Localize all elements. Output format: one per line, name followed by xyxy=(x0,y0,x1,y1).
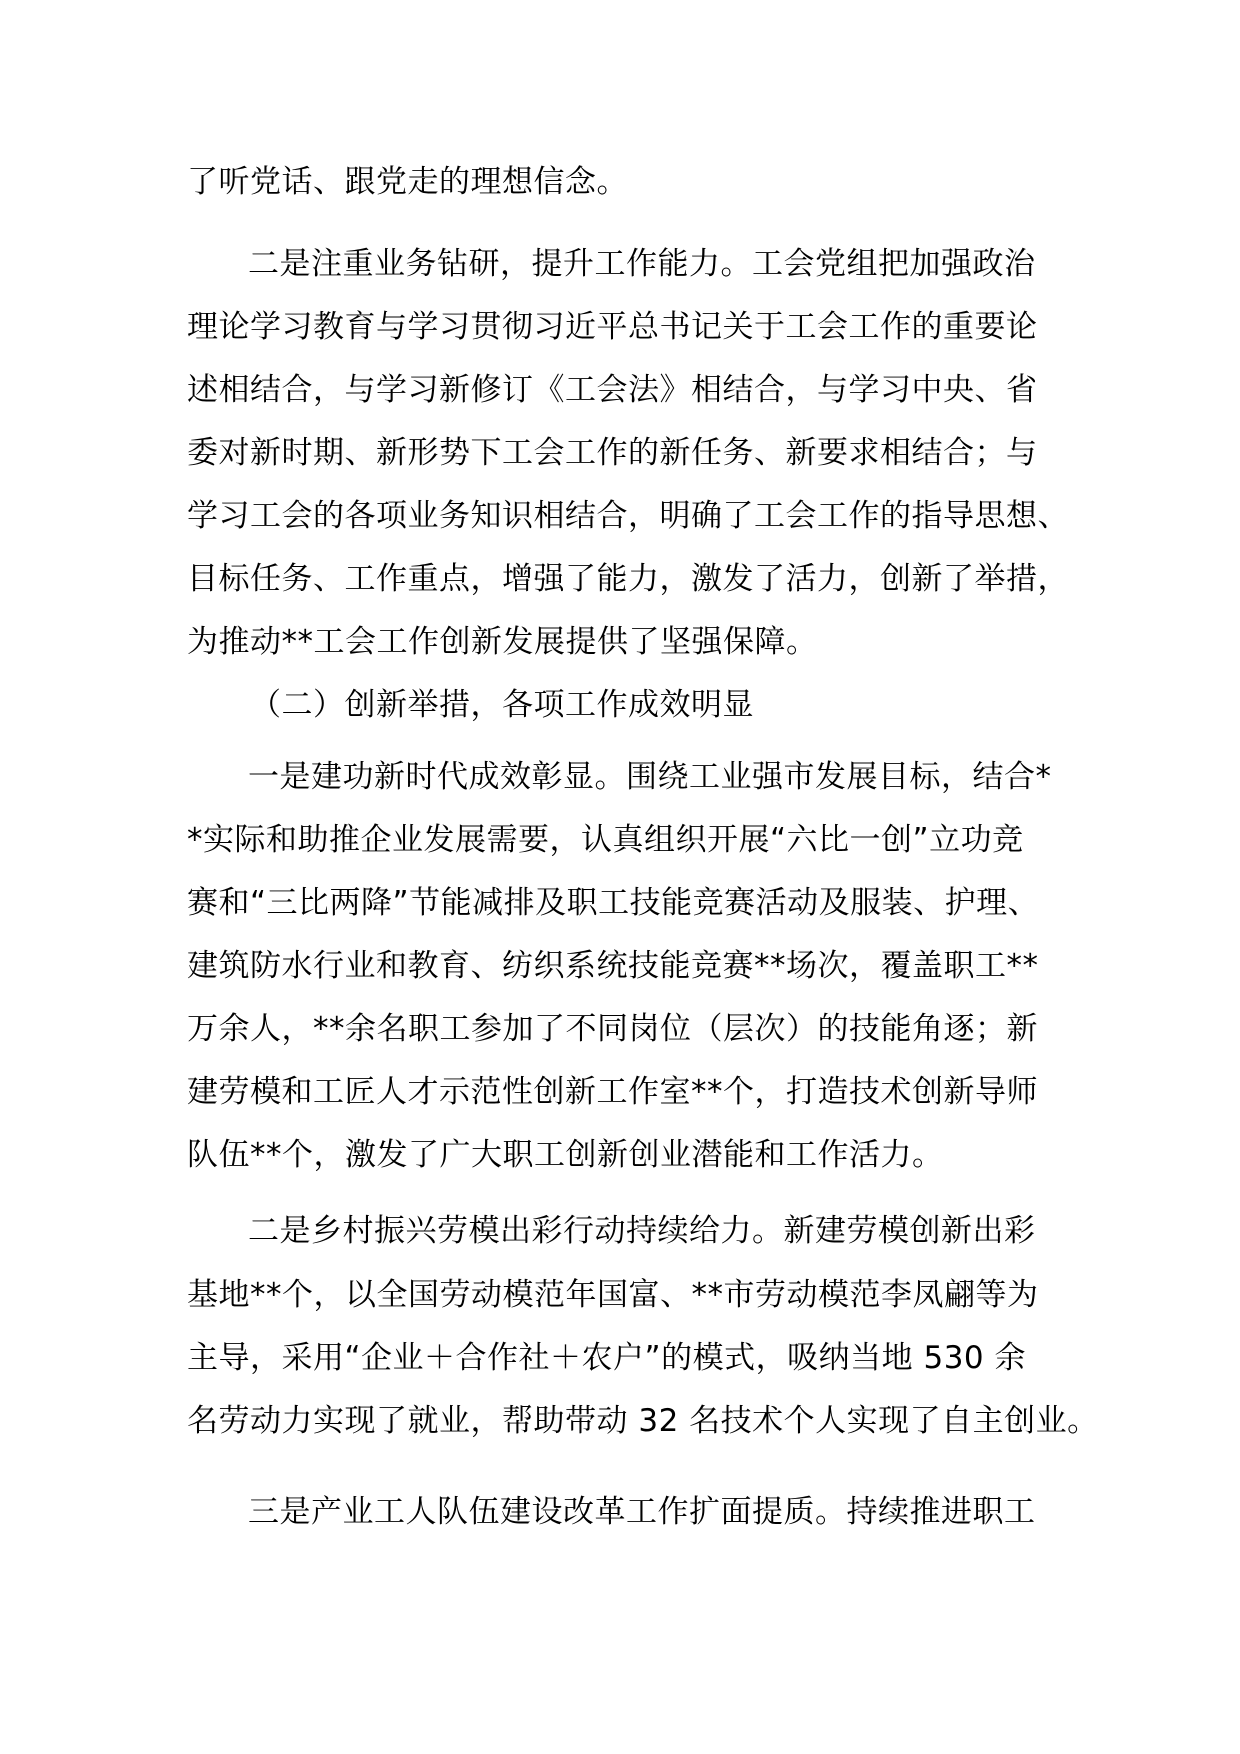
text-line: 述相结合，与学习新修订《工会法》相结合，与学习中央、省 xyxy=(187,372,1038,408)
text-line: 理论学习教育与学习贯彻习近平总书记关于工会工作的重要论 xyxy=(187,309,1038,345)
section-heading: （二）创新举措，各项工作成效明显 xyxy=(250,687,754,723)
paragraph-first-line: 二是注重业务钻研，提升工作能力。工会党组把加强政治 xyxy=(248,246,1036,282)
text-line: 目标任务、工作重点，增强了能力，激发了活力，创新了举措， xyxy=(187,561,1069,597)
text-line: 学习工会的各项业务知识相结合，明确了工会工作的指导思想、 xyxy=(187,498,1069,534)
text-line: *实际和助推企业发展需要，认真组织开展“六比一创”立功竞 xyxy=(187,822,1024,858)
paragraph-first-line: 二是乡村振兴劳模出彩行动持续给力。新建劳模创新出彩 xyxy=(248,1213,1036,1249)
text-line: 基地**个，以全国劳动模范年国富、**市劳动模范李凤翩等为 xyxy=(187,1277,1039,1313)
text-line: 委对新时期、新形势下工会工作的新任务、新要求相结合；与 xyxy=(187,435,1038,471)
text-line: 了听党话、跟党走的理想信念。 xyxy=(187,164,628,200)
text-line: 队伍**个，激发了广大职工创新创业潜能和工作活力。 xyxy=(187,1137,944,1173)
text-line: 建筑防水行业和教育、纺织系统技能竞赛**场次，覆盖职工** xyxy=(187,948,1039,984)
text-line: 主导，采用“企业＋合作社＋农户”的模式，吸纳当地 530 余 xyxy=(187,1340,1026,1376)
text-line: 赛和“三比两降”节能减排及职工技能竞赛活动及服装、护理、 xyxy=(187,885,1040,921)
text-line: 万余人，**余名职工参加了不同岗位（层次）的技能角逐；新 xyxy=(187,1011,1038,1047)
text-line: 建劳模和工匠人才示范性创新工作室**个，打造技术创新导师 xyxy=(187,1074,1038,1110)
text-line: 名劳动力实现了就业，帮助带动 32 名技术个人实现了自主创业。 xyxy=(187,1403,1099,1439)
paragraph-first-line: 三是产业工人队伍建设改革工作扩面提质。持续推进职工 xyxy=(248,1494,1036,1530)
paragraph-first-line: 一是建功新时代成效彰显。围绕工业强市发展目标，结合* xyxy=(248,759,1052,795)
text-line: 为推动**工会工作创新发展提供了坚强保障。 xyxy=(187,624,818,660)
